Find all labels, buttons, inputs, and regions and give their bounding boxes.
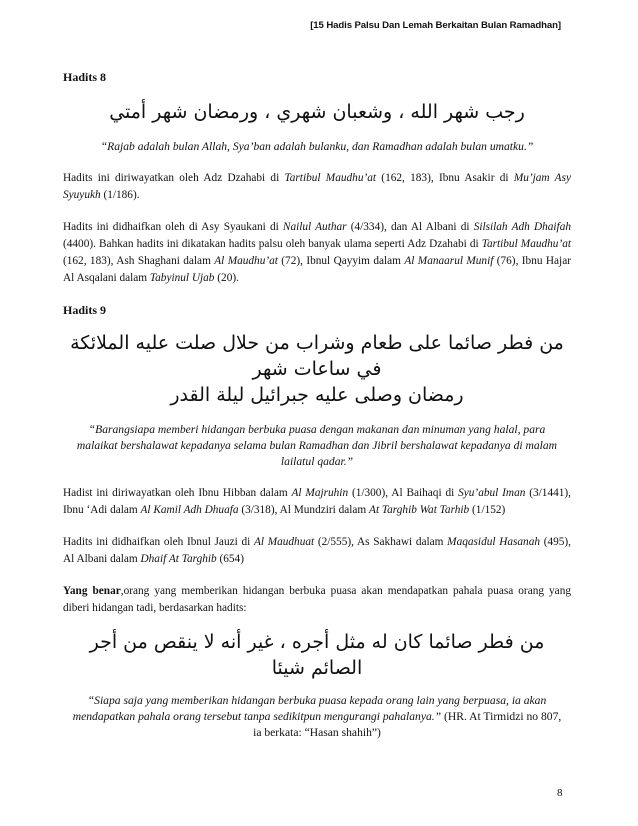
hadits-9-arabic-text-line-3: من فطر صائما كان له مثل أجره ، غير أنه لا ينقص من أجر الصائم شيئا bbox=[89, 631, 545, 679]
hadits-9-arabic-text-line-1: من فطر صائما على طعام وشراب من حلال صلت عليه الملائكة في ساعات شهر bbox=[70, 332, 564, 380]
hadits-9-paragraph-1: Hadist ini diriwayatkan oleh Ibnu Hibban dalam Al Majruhin (1/300), Al Baihaqi di Syu’abul Iman (3/1441), Ibnu ‘Adi dalam Al Kamil Adh Dhuafa (3/318), Al Mundziri dalam At Targhib Wat Tarhib (1/152) bbox=[63, 487, 571, 516]
hadits-9-paragraph-3: Yang benar,orang yang memberikan hidangan berbuka puasa akan mendapatkan pahala puasa orang yang diberi hidangan tadi, berdasarkan hadits: bbox=[63, 585, 571, 614]
running-header: [15 Hadis Palsu Dan Lemah Berkaitan Bulan Ramadhan] bbox=[310, 20, 561, 31]
page-content bbox=[63, 70, 571, 741]
hadits-8-arabic-text: رجب شهر الله ، وشعبان شهري ، ورمضان شهر أمتي bbox=[109, 101, 525, 123]
hadits-8-paragraph-1: Hadits ini diriwayatkan oleh Adz Dzahabi di Tartibul Maudhu’at (162, 183), Ibnu Asakir di Mu’jam Asy Syuyukh (1/186). bbox=[63, 172, 571, 201]
hadits-8-heading: Hadits 8 bbox=[63, 70, 107, 84]
page-number: 8 bbox=[557, 787, 563, 799]
hadits-9-closing-quote: “Siapa saja yang memberikan hidangan berbuka puasa kepada orang lain yang berpuasa, ia akan mendapatkan pahala orang tersebut tanpa sedikitpun mengurangi pahalanya.” (HR. At Tirmidzi no 807, ia berkata: “Hasan shahih”) bbox=[72, 694, 562, 739]
hadits-9-translation: “Barangsiapa memberi hidangan berbuka puasa dengan makanan dan minuman yang halal, para malaikat bershalawat kepadanya selama bulan Ramadhan dan Jibril bershalawat kepadanya di malam lailatul qadar.” bbox=[76, 423, 558, 468]
hadits-8-translation: “Rajab adalah bulan Allah, Sya’ban adalah bulanku, dan Ramadhan adalah bulan umatku.” bbox=[100, 140, 534, 153]
hadits-9-heading: Hadits 9 bbox=[63, 303, 107, 317]
hadits-9-arabic-text-line-2: رمضان وصلى عليه جبرائيل ليلة القدر bbox=[170, 384, 464, 406]
hadits-9-paragraph-2: Hadits ini didhaifkan oleh Ibnul Jauzi di Al Maudhuat (2/555), As Sakhawi dalam Maqasidul Hasanah (495), Al Albani dalam Dhaif At Targhib (654) bbox=[63, 536, 571, 565]
hadits-8-paragraph-2: Hadits ini didhaifkan oleh di Asy Syaukani di Nailul Authar (4/334), dan Al Albani di Silsilah Adh Dhaifah (4400). Bahkan hadits ini dikatakan hadits palsu oleh banyak ulama seperti Adz Dzahabi di Tartibul Maudhu’at (162, 183), Ash Shaghani dalam Al Maudhu’at (72), Ibnul Qayyim dalam Al Manaarul Munif (76), Ibnu Hajar Al Asqalani dalam Tabyinul Ujab (20). bbox=[63, 221, 571, 284]
